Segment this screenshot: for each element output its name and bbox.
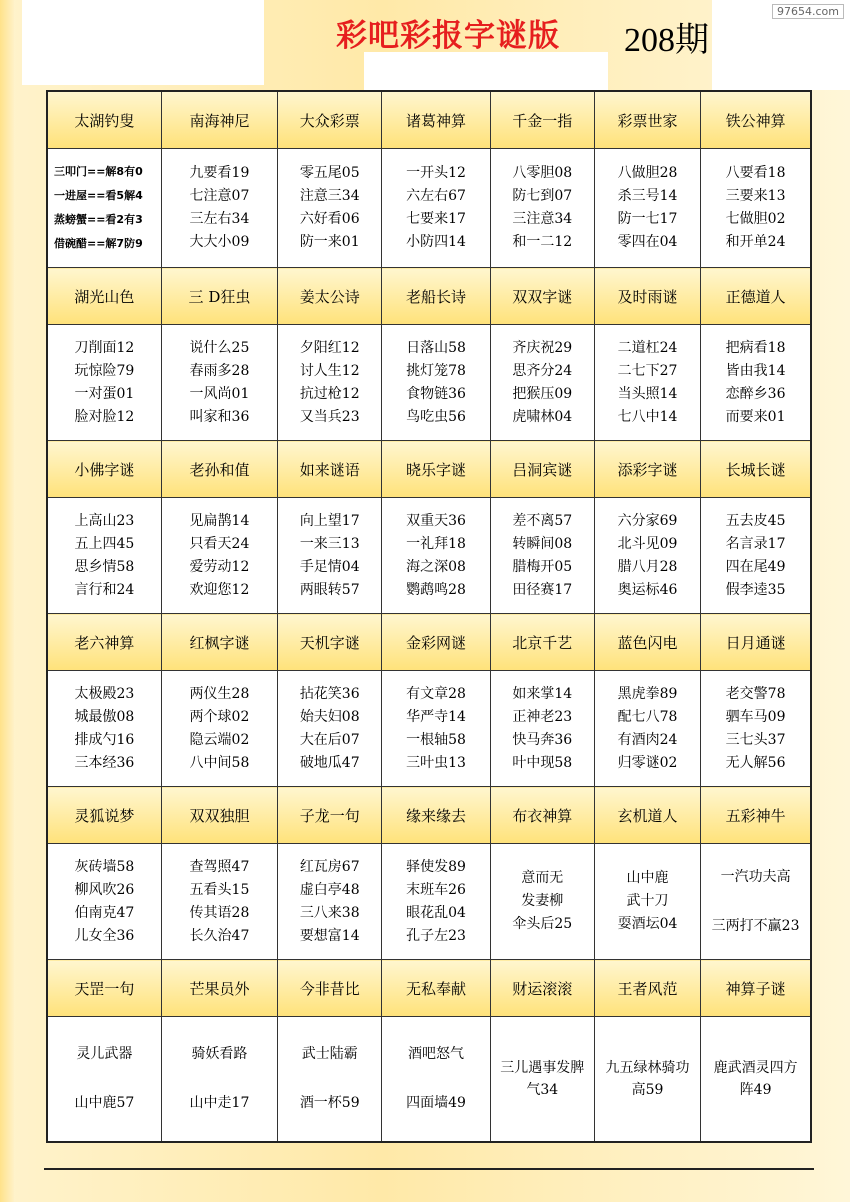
prediction-line: 挑灯笼78 <box>406 362 466 379</box>
prediction-line: 手足情04 <box>299 558 360 575</box>
prediction-line: 华严寺14 <box>406 708 466 725</box>
column-title: 芒果员外 <box>161 960 277 1017</box>
column-title: 南海神尼 <box>161 91 277 149</box>
prediction-line: 二七下27 <box>617 362 678 379</box>
prediction-line: 始夫妇08 <box>299 708 360 725</box>
prediction-line: 眼花乱04 <box>406 904 466 921</box>
prediction-line: 山中鹿57 <box>74 1095 135 1111</box>
prediction-line: 七要来17 <box>406 211 466 227</box>
prediction-cell <box>161 671 277 787</box>
prediction-line: 脸对脸12 <box>74 408 135 425</box>
prediction-line: 鹦鹉鸣28 <box>406 581 466 598</box>
column-title: 大众彩票 <box>278 91 382 149</box>
prediction-cell <box>701 149 811 268</box>
prediction-cell <box>161 1017 277 1143</box>
prediction-line: 太极殿23 <box>74 685 135 702</box>
header-row <box>47 91 811 149</box>
prediction-cell <box>278 844 382 960</box>
prediction-line: 骑妖看路 <box>191 1046 248 1062</box>
prediction-line: 八零胆08 <box>512 165 573 181</box>
prediction-line: 说什么25 <box>189 339 250 356</box>
prediction-line: 又当兵23 <box>299 408 360 425</box>
column-title: 王者风范 <box>594 960 700 1017</box>
column-title: 千金一指 <box>490 91 594 149</box>
column-title: 长城长谜 <box>701 441 811 498</box>
column-title: 三 D狂虫 <box>161 268 277 325</box>
prediction-line: 六分家69 <box>617 512 678 529</box>
prediction-cell <box>382 844 490 960</box>
prediction-line: 正神老23 <box>512 708 573 725</box>
prediction-line: 灵儿武器 <box>76 1046 133 1062</box>
content-row <box>47 844 811 960</box>
content-row <box>47 149 811 268</box>
prediction-line: 七做胆02 <box>725 211 786 227</box>
prediction-line: 把猴压09 <box>512 385 573 402</box>
prediction-line: 黑虎拳89 <box>617 685 678 702</box>
column-title: 小佛字谜 <box>47 441 161 498</box>
prediction-line: 欢迎您12 <box>189 581 250 598</box>
prediction-line: 驷车马09 <box>725 708 786 725</box>
prediction-line: 虎啸林04 <box>512 408 573 425</box>
prediction-line: 言行和24 <box>74 581 135 598</box>
prediction-line: 腊八月28 <box>617 558 678 575</box>
prediction-line: 春雨多28 <box>189 362 250 379</box>
prediction-line: 一礼拜18 <box>406 535 466 552</box>
column-title: 双双独胆 <box>161 787 277 844</box>
prediction-line: 差不离57 <box>512 512 573 529</box>
prediction-line: 五去皮45 <box>725 512 786 529</box>
prediction-line: 三两打不赢23 <box>711 917 800 934</box>
content-row <box>47 498 811 614</box>
prediction-cell <box>701 844 811 960</box>
prediction-cell <box>490 1017 594 1143</box>
prediction-line: 柳风吹26 <box>74 881 135 898</box>
content-row <box>47 325 811 441</box>
prediction-line: 假李逵35 <box>725 581 786 598</box>
prediction-line: 名言录17 <box>725 535 786 552</box>
prediction-line: 食物链36 <box>406 385 466 402</box>
prediction-line: 如来掌14 <box>512 685 573 702</box>
prediction-line: 二道杠24 <box>617 339 678 356</box>
header-row <box>47 960 811 1017</box>
prediction-line: 思乡情58 <box>74 558 135 575</box>
column-title: 双双字谜 <box>490 268 594 325</box>
prediction-line: 三本经36 <box>74 754 135 771</box>
prediction-line: 杀三号14 <box>617 188 678 204</box>
column-title: 缘来缘去 <box>382 787 490 844</box>
prediction-cell <box>382 325 490 441</box>
prediction-line: 大在后07 <box>299 731 360 748</box>
prediction-line: 日落山58 <box>406 339 466 356</box>
prediction-cell <box>278 149 382 268</box>
prediction-line: 夕阳红12 <box>299 339 360 356</box>
prediction-line: 三儿遇事发脾气34 <box>500 1060 585 1098</box>
prediction-cell <box>594 844 700 960</box>
prediction-line: 一根轴58 <box>406 731 466 748</box>
left-edge-decoration <box>0 0 14 1202</box>
column-title: 老孙和值 <box>161 441 277 498</box>
prediction-line: 三七头37 <box>725 731 786 748</box>
prediction-cell <box>594 498 700 614</box>
column-title: 北京千艺 <box>490 614 594 671</box>
column-title: 老船长诗 <box>382 268 490 325</box>
prediction-line: 无人解56 <box>725 754 786 771</box>
prediction-line: 而要来01 <box>725 408 786 425</box>
prediction-line: 爱劳动12 <box>189 558 250 575</box>
prediction-cell <box>701 671 811 787</box>
prediction-line: 虚白亭48 <box>299 881 360 898</box>
prediction-line: 一风尚01 <box>189 385 250 402</box>
prediction-line: 拈花笑36 <box>299 685 360 702</box>
column-title: 神算子谜 <box>701 960 811 1017</box>
prediction-line: 儿女全36 <box>74 927 135 944</box>
prediction-line: 海之深08 <box>406 558 466 575</box>
column-title: 铁公神算 <box>701 91 811 149</box>
prediction-line: 大大小09 <box>189 234 250 250</box>
prediction-line: 注意三34 <box>299 188 360 204</box>
prediction-line: 五上四45 <box>74 535 135 552</box>
prediction-line: 六左右67 <box>406 188 466 204</box>
prediction-cell <box>161 844 277 960</box>
prediction-line: 田径赛17 <box>512 581 573 598</box>
prediction-line: 排成勺16 <box>74 731 135 748</box>
prediction-line: 当头照14 <box>617 385 678 402</box>
prediction-line: 破地瓜47 <box>299 754 360 771</box>
prediction-line: 把病看18 <box>725 339 786 356</box>
prediction-line: 恋醉乡36 <box>725 385 786 402</box>
prediction-cell <box>594 671 700 787</box>
prediction-line: 七八中14 <box>617 408 678 425</box>
prediction-cell <box>161 325 277 441</box>
prediction-cell <box>594 325 700 441</box>
prediction-cell <box>490 149 594 268</box>
prediction-line: 武士陆霸 <box>301 1046 358 1062</box>
column-title: 红枫字谜 <box>161 614 277 671</box>
prediction-line: 转瞬间08 <box>512 535 573 552</box>
prediction-cell <box>382 671 490 787</box>
prediction-line: 查驾照47 <box>189 858 250 875</box>
prediction-line: 酒吧怒气 <box>408 1046 464 1062</box>
prediction-cell <box>701 325 811 441</box>
prediction-line: 耍酒坛04 <box>617 916 678 932</box>
prediction-line: 三叩门==解8有0 <box>54 165 143 178</box>
column-title: 蓝色闪电 <box>594 614 700 671</box>
prediction-line: 红瓦房67 <box>299 858 360 875</box>
column-title: 无私奉献 <box>382 960 490 1017</box>
prediction-line: 一开头12 <box>406 165 466 181</box>
site-watermark[interactable]: 97654.com <box>772 4 844 19</box>
prediction-line: 四在尾49 <box>725 558 786 575</box>
prediction-cell <box>47 325 161 441</box>
column-title: 彩票世家 <box>594 91 700 149</box>
prediction-line: 要想富14 <box>299 927 360 944</box>
header-row <box>47 787 811 844</box>
prediction-line: 防一来01 <box>299 234 360 250</box>
prediction-cell <box>278 1017 382 1143</box>
prediction-cell <box>594 149 700 268</box>
prediction-line: 三要来13 <box>725 188 786 204</box>
content-row <box>47 671 811 787</box>
header-row <box>47 614 811 671</box>
column-title: 天机字谜 <box>278 614 382 671</box>
column-title: 晓乐字谜 <box>382 441 490 498</box>
prediction-cell <box>382 149 490 268</box>
prediction-line: 叶中现58 <box>512 754 573 771</box>
prediction-cell <box>382 498 490 614</box>
prediction-line: 思齐分24 <box>512 362 573 379</box>
column-title: 日月通谜 <box>701 614 811 671</box>
prediction-line: 北斗见09 <box>617 535 678 552</box>
column-title: 天罡一句 <box>47 960 161 1017</box>
column-title: 布衣神算 <box>490 787 594 844</box>
column-title: 湖光山色 <box>47 268 161 325</box>
prediction-line: 五看头15 <box>189 881 250 898</box>
prediction-line: 六好看06 <box>299 211 360 227</box>
prediction-cell <box>161 149 277 268</box>
prediction-line: 抗过枪12 <box>299 385 360 402</box>
column-title: 五彩神牛 <box>701 787 811 844</box>
prediction-cell <box>47 1017 161 1143</box>
prediction-line: 武十刀 <box>626 893 669 909</box>
prediction-cell <box>47 844 161 960</box>
prediction-line: 四面墙49 <box>406 1095 466 1111</box>
bottom-border <box>44 1168 814 1170</box>
prediction-cell <box>47 149 161 268</box>
prediction-line: 三左右34 <box>189 211 250 227</box>
prediction-line: 酒一杯59 <box>299 1095 360 1111</box>
prediction-cell <box>490 325 594 441</box>
prediction-line: 只看天24 <box>189 535 250 552</box>
column-title: 姜太公诗 <box>278 268 382 325</box>
prediction-line: 八中间58 <box>189 754 250 771</box>
prediction-line: 零五尾05 <box>299 165 360 181</box>
prediction-line: 九要看19 <box>189 165 250 181</box>
column-title: 子龙一句 <box>278 787 382 844</box>
prediction-line: 长久治47 <box>189 927 250 944</box>
prediction-line: 意而无 <box>521 870 564 886</box>
issue-number: 208期 <box>624 22 709 59</box>
prediction-line: 双重天36 <box>406 512 466 529</box>
prediction-line: 有文章28 <box>406 685 466 702</box>
prediction-line: 一汽功夫高 <box>720 868 791 885</box>
prediction-line: 蒸螃蟹==看2有3 <box>54 213 143 226</box>
content-row <box>47 1017 811 1143</box>
prediction-line: 两眼转57 <box>299 581 360 598</box>
prediction-line: 伯南克47 <box>74 904 135 921</box>
riddle-table <box>46 90 812 1143</box>
column-title: 玄机道人 <box>594 787 700 844</box>
column-title: 太湖钓叟 <box>47 91 161 149</box>
prediction-line: 奥运标46 <box>617 581 678 598</box>
prediction-cell <box>47 498 161 614</box>
header-row <box>47 441 811 498</box>
page-title: 彩吧彩报字谜版 <box>336 18 560 54</box>
prediction-line: 驿使发89 <box>406 858 466 875</box>
prediction-line: 九五绿林骑功高59 <box>605 1060 690 1098</box>
column-title: 财运滚滚 <box>490 960 594 1017</box>
prediction-line: 山中走17 <box>189 1095 250 1111</box>
prediction-line: 伞头后25 <box>512 916 573 932</box>
column-title: 及时雨谜 <box>594 268 700 325</box>
prediction-line: 传其语28 <box>189 904 250 921</box>
header-blank-left <box>22 0 264 85</box>
prediction-line: 灰砖墙58 <box>74 858 135 875</box>
column-title: 吕洞宾谜 <box>490 441 594 498</box>
prediction-line: 零四在04 <box>617 234 678 250</box>
prediction-cell <box>161 498 277 614</box>
prediction-line: 叫家和36 <box>189 408 250 425</box>
prediction-line: 有酒肉24 <box>617 731 678 748</box>
prediction-line: 两仪生28 <box>189 685 250 702</box>
prediction-line: 鹿武酒灵四方阵49 <box>713 1060 798 1098</box>
prediction-line: 三八来38 <box>299 904 360 921</box>
prediction-line: 三叶虫13 <box>406 754 466 771</box>
prediction-cell <box>701 1017 811 1143</box>
prediction-line: 玩惊险79 <box>74 362 135 379</box>
column-title: 添彩字谜 <box>594 441 700 498</box>
prediction-line: 刀削面12 <box>74 339 135 356</box>
prediction-line: 八做胆28 <box>617 165 678 181</box>
prediction-cell <box>594 1017 700 1143</box>
prediction-cell <box>278 498 382 614</box>
prediction-cell <box>490 498 594 614</box>
prediction-cell <box>47 671 161 787</box>
prediction-line: 末班车26 <box>406 881 466 898</box>
prediction-line: 一来三13 <box>299 535 360 552</box>
prediction-line: 城最傲08 <box>74 708 135 725</box>
prediction-line: 鸟吃虫56 <box>406 408 466 425</box>
prediction-line: 孔子左23 <box>406 927 466 944</box>
column-title: 老六神算 <box>47 614 161 671</box>
prediction-line: 防七到07 <box>512 188 573 204</box>
prediction-line: 配七八78 <box>617 708 678 725</box>
prediction-line: 山中鹿 <box>626 870 669 886</box>
header-blank-center <box>364 52 608 90</box>
prediction-line: 一对蛋01 <box>74 385 135 402</box>
prediction-line: 八要看18 <box>725 165 786 181</box>
column-title: 金彩网谜 <box>382 614 490 671</box>
prediction-cell <box>382 1017 490 1143</box>
prediction-line: 两个球02 <box>189 708 250 725</box>
prediction-line: 上高山23 <box>74 512 135 529</box>
prediction-line: 向上望17 <box>299 512 360 529</box>
column-title: 诸葛神算 <box>382 91 490 149</box>
prediction-line: 和开单24 <box>725 234 786 250</box>
header-row <box>47 268 811 325</box>
prediction-line: 和一二12 <box>512 234 573 250</box>
prediction-line: 皆由我14 <box>725 362 786 379</box>
prediction-line: 归零谜02 <box>617 754 678 771</box>
prediction-cell <box>701 498 811 614</box>
prediction-cell <box>490 844 594 960</box>
prediction-line: 小防四14 <box>406 234 466 250</box>
prediction-cell <box>278 671 382 787</box>
prediction-cell <box>490 671 594 787</box>
prediction-line: 腊梅开05 <box>512 558 573 575</box>
prediction-line: 发妻柳 <box>521 893 564 909</box>
prediction-line: 三注意34 <box>512 211 573 227</box>
prediction-line: 老交警78 <box>725 685 786 702</box>
column-title: 如来谜语 <box>278 441 382 498</box>
prediction-line: 讨人生12 <box>299 362 360 379</box>
prediction-line: 齐庆祝29 <box>512 339 573 356</box>
prediction-line: 一进屋==看5解4 <box>54 189 143 202</box>
column-title: 灵狐说梦 <box>47 787 161 844</box>
prediction-line: 快马奔36 <box>512 731 573 748</box>
column-title: 正德道人 <box>701 268 811 325</box>
prediction-line: 七注意07 <box>189 188 250 204</box>
prediction-cell <box>278 325 382 441</box>
prediction-line: 借碗醋==解7防9 <box>54 237 143 250</box>
prediction-line: 隐云端02 <box>189 731 250 748</box>
prediction-line: 防一七17 <box>617 211 678 227</box>
column-title: 今非昔比 <box>278 960 382 1017</box>
prediction-line: 见扁鹊14 <box>189 512 250 529</box>
